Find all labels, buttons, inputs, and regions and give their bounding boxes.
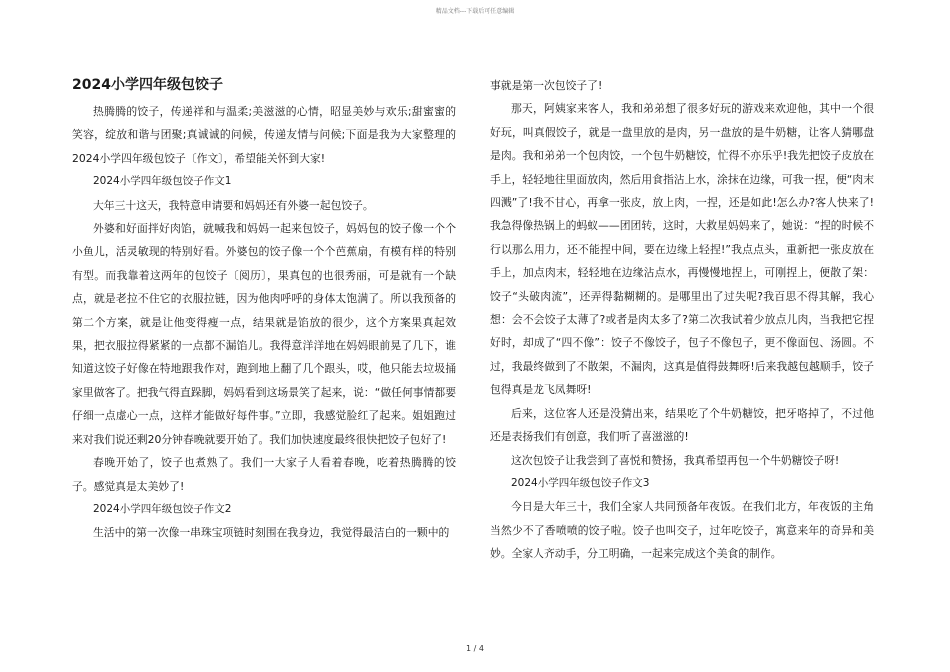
essay-1-paragraph-3: 春晚开始了，饺子也煮熟了。我们一大家子人看着春晚，吃着热腾腾的饺子。感觉真是太美妙了! — [72, 456, 456, 493]
essay-1-paragraph-2: 外婆和好面拌好肉馅，就喊我和妈妈一起来包饺子，妈妈包的饺子像一个个小鱼儿，活灵敏现的特别好看。外婆包的饺子像一个个芭蕉扇，有模有样的特别有型。而我靠着这两年的包饺子〔阅历〕，果真包的也很秀丽，可是就有一个缺点，就是老拉不住它的衣服拉链，因为他肉呼呼的身体太饱满了。所以我预备的第二个方案，就是让他变得瘦一点，结果就是馅放的很少，这个方案果真起效果，把衣服拉得紧紧的一点都不漏馅儿。我得意洋洋地在妈妈眼前晃了几下，谁知道这饺子好像在特地跟我作对，跑到地上翻了几个跟头，哎，他只能去垃圾捅家里做客了。把我气得直跺脚，妈妈看到这场景笑了起来，说：“做任何事情都要仔细一点虚心一点，这样才能做好每件事。”立即，我感觉脸红了起来。姐姐跑过来对我们说还剩20分钟春晚就要开始了。我们加快速度最终很快把饺子包好了! — [72, 222, 456, 446]
left-column — [72, 74, 456, 545]
right-column — [490, 74, 874, 566]
intro-paragraph: 热腾腾的饺子，传递祥和与温柔;美滋滋的心情，昭显美妙与欢乐;甜蜜蜜的笑容，绽放和谐与团聚;真诚诚的问候，传递友情与问候;下面是我为大家整理的2024小学四年级包饺子〔作文〕，希望能关怀到大家! — [72, 105, 456, 165]
page-header-note: 精品文档---下载后可任意编辑 — [435, 8, 515, 15]
essay-2-paragraph-1-continued: 事就是第一次包饺子了! — [490, 79, 603, 92]
document-title: 2024小学四年级包饺子 — [72, 77, 223, 93]
essay-2-heading: 2024小学四年级包饺子作文2 — [93, 502, 232, 515]
essay-2-paragraph-1: 生活中的第一次像一串珠宝项链时刻围在我身边，我觉得最洁白的一颗中的 — [93, 526, 450, 540]
essay-2-paragraph-4: 这次包饺子让我尝到了喜悦和赞扬，我真希望再包一个牛奶糖饺子呀! — [511, 453, 840, 467]
page-number: 1 / 4 — [466, 644, 484, 653]
essay-2-paragraph-3: 后来，这位客人还是没猜出来，结果吃了个牛奶糖饺，把牙咯掉了，不过他还是表扬我们有创意，我们听了喜滋滋的! — [490, 406, 874, 444]
essay-3-paragraph-1: 今日是大年三十，我们全家人共同预备年夜饭。在我们北方，年夜饭的主角当然少不了香喷喷的饺子啦。饺子也叫交子，过年吃饺子，寓意来年的奇异和美妙。全家人齐动手，分工明确，一起来完成这个美食的制作。 — [490, 500, 874, 561]
essay-1-paragraph-1: 大年三十这天，我特意申请要和妈妈还有外婆一起包饺子。 — [93, 198, 374, 212]
essay-1-heading: 2024小学四年级包饺子作文1 — [93, 175, 232, 188]
essay-2-paragraph-2: 那天，阿姨家来客人，我和弟弟想了很多好玩的游戏来欢迎他，其中一个很好玩，叫真假饺子，就是一盘里放的是肉，另一盘放的是牛奶糖，让客人猜哪盘是肉。我和弟弟一个包肉饺，一个包牛奶糖饺，忙得不亦乐乎!我先把饺子皮放在手上，轻轻地往里面放肉，然后用食指沾上水，涂抹在边缘，可我一捏，便“肉末四溅”了!我不甘心，再拿一张皮，放上肉，一捏，还是如此!怎么办?客人快来了!我急得像热锅上的蚂蚁——团团转，这时，大救星妈妈来了，她说：“捏的时候不行以那么用力，还不能捏中间，要在边缘上轻捏!”我点点头，重新把一张皮放在手上，加点肉末，轻轻地在边缘沾点水，再慢慢地捏上，可刚捏上，便散了架：饺子“头破肉流”，还弄得黏糊糊的。是哪里出了过失呢?我百思不得其解，我心想：会不会饺子太薄了?或者是肉太多了?第二次我试着少放点儿肉，当我把它捏好时，却成了“四不像”：饺子不像饺子，包子不像包子，更不像面包、汤圆。不过，我最终做到了不散架，不漏肉，这真是值得鼓舞呀!后来我越包越顺手，饺子包得真是龙飞凤舞呀! — [490, 102, 874, 397]
essay-3-heading: 2024小学四年级包饺子作文3 — [511, 476, 650, 489]
